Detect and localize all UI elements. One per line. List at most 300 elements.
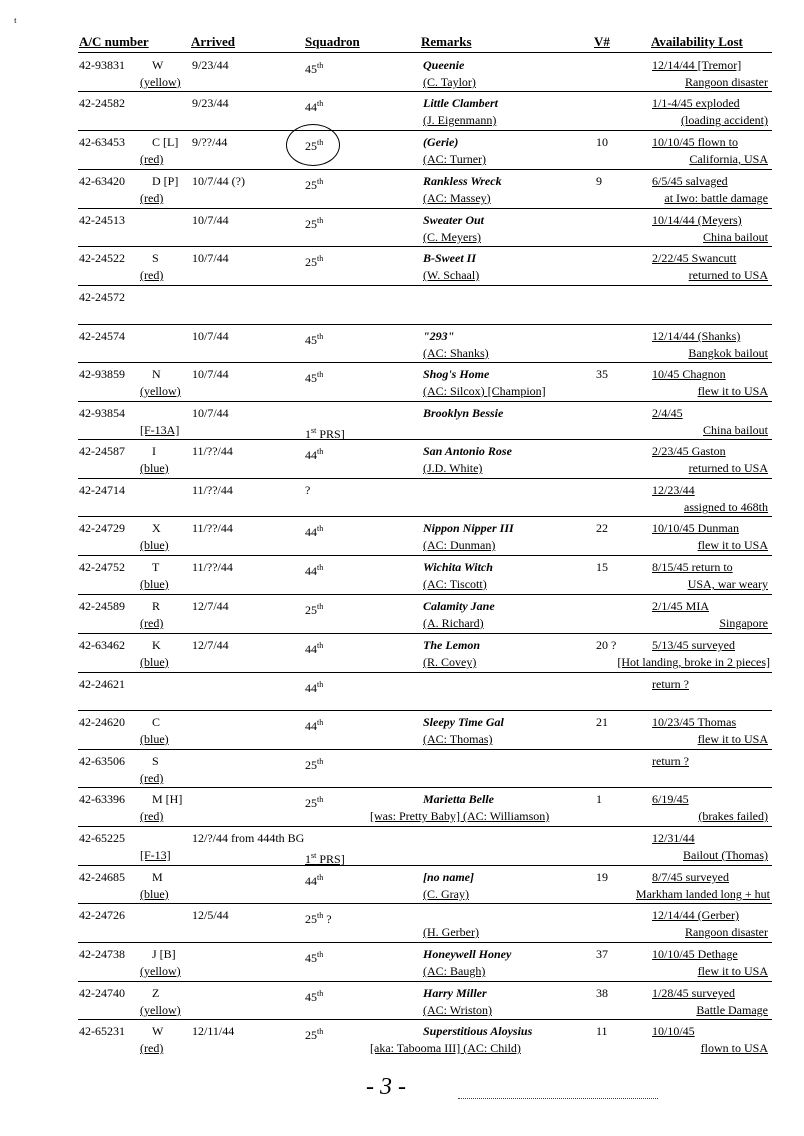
availability-detail: California, USA bbox=[689, 152, 768, 166]
squadron bbox=[305, 638, 323, 657]
ac-letter: W bbox=[152, 1024, 164, 1038]
table-row bbox=[0, 675, 804, 713]
availability-detail: returned to USA bbox=[688, 268, 768, 282]
availability-lost: 10/14/44 (Meyers) bbox=[652, 213, 742, 227]
ac-number: 42-24729 bbox=[79, 521, 125, 535]
ac-number: 42-24522 bbox=[79, 251, 125, 265]
v-number: 21 bbox=[596, 715, 608, 729]
availability-lost: 10/10/45 Dunman bbox=[652, 521, 739, 535]
arrived-date: 9/23/44 bbox=[192, 58, 229, 72]
ac-color: (red) bbox=[140, 616, 164, 630]
aircraft-commander: (J.D. White) bbox=[423, 461, 483, 475]
arrived-date: 12/11/44 bbox=[192, 1024, 235, 1038]
squadron-suffix: th bbox=[317, 216, 324, 225]
availability-detail: (loading accident) bbox=[681, 113, 768, 127]
availability-lost: 10/10/45 bbox=[652, 1024, 695, 1038]
squadron-suffix: st bbox=[311, 851, 317, 860]
row-divider bbox=[78, 903, 772, 904]
aircraft-name: Marietta Belle bbox=[423, 792, 494, 806]
arrived-date: 10/7/44 bbox=[192, 406, 229, 420]
row-divider bbox=[78, 555, 772, 556]
header-ac-number: A/C number bbox=[79, 34, 149, 49]
aircraft-name: Shog's Home bbox=[423, 367, 490, 381]
table-row bbox=[0, 906, 804, 944]
table-row bbox=[0, 172, 804, 210]
ac-number: 42-24587 bbox=[79, 444, 125, 458]
availability-detail: flew it to USA bbox=[697, 538, 768, 552]
aircraft-commander: (AC: Dunman) bbox=[423, 538, 496, 552]
squadron-suffix: th bbox=[317, 563, 324, 572]
availability-lost: 12/14/44 (Gerber) bbox=[652, 908, 739, 922]
arrived-date: 12/7/44 bbox=[192, 638, 229, 652]
availability-lost: 1/28/45 surveyed bbox=[652, 986, 735, 1000]
squadron-suffix: th bbox=[317, 524, 324, 533]
squadron-number: 1 bbox=[305, 852, 311, 866]
row-divider bbox=[78, 672, 772, 673]
ac-number: 42-63453 bbox=[79, 135, 125, 149]
ac-color: (red) bbox=[140, 191, 164, 205]
availability-detail: assigned to 468th bbox=[684, 500, 768, 514]
ac-letter: R bbox=[152, 599, 161, 613]
squadron-number: 25 bbox=[305, 758, 317, 772]
aircraft-name: Little Clambert bbox=[423, 96, 498, 110]
squadron-suffix: th bbox=[317, 602, 324, 611]
ac-number: 42-63420 bbox=[79, 174, 125, 188]
availability-detail: flew it to USA bbox=[697, 964, 768, 978]
squadron bbox=[305, 444, 323, 463]
squadron-number: 25 bbox=[305, 139, 317, 153]
squadron-suffix: st bbox=[311, 426, 317, 435]
v-number: 9 bbox=[596, 174, 602, 188]
ac-color: (yellow) bbox=[140, 384, 181, 398]
availability-detail: USA, war weary bbox=[687, 577, 768, 591]
table-row bbox=[0, 868, 804, 906]
squadron bbox=[305, 58, 323, 77]
row-divider bbox=[78, 401, 772, 402]
row-divider bbox=[78, 1019, 772, 1020]
aircraft-name: Queenie bbox=[423, 58, 465, 72]
row-divider bbox=[78, 749, 772, 750]
aircraft-commander: (AC: Baugh) bbox=[423, 964, 486, 978]
availability-lost: 12/31/44 bbox=[652, 831, 695, 845]
arrived-date: 10/7/44 bbox=[192, 329, 229, 343]
table-row bbox=[0, 442, 804, 480]
ac-letter: C [L] bbox=[152, 135, 179, 149]
ac-color: (red) bbox=[140, 268, 164, 282]
v-number: 10 bbox=[596, 135, 608, 149]
header-squadron: Squadron bbox=[305, 34, 360, 49]
ac-letter: Z bbox=[152, 986, 160, 1000]
ac-letter: M bbox=[152, 870, 163, 884]
aircraft-commander: (AC: Thomas) bbox=[423, 732, 493, 746]
ac-number: 42-24752 bbox=[79, 560, 125, 574]
table-row bbox=[0, 636, 804, 674]
squadron-suffix: th bbox=[317, 795, 324, 804]
aircraft-name: Calamity Jane bbox=[423, 599, 495, 613]
ac-number: 42-24513 bbox=[79, 213, 125, 227]
v-number: 38 bbox=[596, 986, 608, 1000]
v-number: 37 bbox=[596, 947, 608, 961]
availability-lost: return ? bbox=[652, 754, 689, 768]
ac-number: 42-24621 bbox=[79, 677, 125, 691]
row-divider bbox=[78, 91, 772, 92]
ac-number: 42-63396 bbox=[79, 792, 125, 806]
arrived-date: 11/??/44 bbox=[192, 483, 233, 497]
ac-color: (blue) bbox=[140, 732, 169, 746]
aircraft-name: "293" bbox=[423, 329, 455, 343]
table-row bbox=[0, 481, 804, 519]
ac-letter: I bbox=[152, 444, 156, 458]
availability-lost: 8/15/45 return to bbox=[652, 560, 733, 574]
availability-lost: 8/7/45 surveyed bbox=[652, 870, 729, 884]
squadron-suffix: th bbox=[317, 718, 324, 727]
availability-lost: 12/14/44 (Shanks) bbox=[652, 329, 741, 343]
row-divider bbox=[78, 130, 772, 131]
ac-letter: C bbox=[152, 715, 161, 729]
squadron-number: 45 bbox=[305, 371, 317, 385]
availability-detail: Rangoon disaster bbox=[685, 75, 768, 89]
aircraft-name: Sleepy Time Gal bbox=[423, 715, 504, 729]
aircraft-name: Sweater Out bbox=[423, 213, 485, 227]
squadron bbox=[305, 521, 323, 540]
ac-color: (red) bbox=[140, 809, 164, 823]
availability-detail: flown to USA bbox=[700, 1041, 768, 1055]
ac-letter: X bbox=[152, 521, 161, 535]
availability-detail: China bailout bbox=[703, 230, 768, 244]
ac-color: (red) bbox=[140, 152, 164, 166]
ac-number: 42-24738 bbox=[79, 947, 125, 961]
table-row bbox=[0, 558, 804, 596]
ac-letter: K bbox=[152, 638, 161, 652]
availability-detail: Battle Damage bbox=[696, 1003, 768, 1017]
ac-number: 42-65225 bbox=[79, 831, 125, 845]
table-row bbox=[0, 94, 804, 132]
header-arrived: Arrived bbox=[191, 34, 236, 49]
ac-color: (yellow) bbox=[140, 75, 181, 89]
arrived-date: 12/?/44 from 444th BG bbox=[192, 831, 305, 845]
table-row bbox=[0, 404, 804, 442]
availability-lost: 5/13/45 surveyed bbox=[652, 638, 735, 652]
availability-detail: returned to USA bbox=[688, 461, 768, 475]
availability-lost: 1/1-4/45 exploded bbox=[652, 96, 740, 110]
table-row bbox=[0, 713, 804, 751]
ac-color: [F-13A] bbox=[140, 423, 180, 437]
v-number: 22 bbox=[596, 521, 608, 535]
arrived-date: 10/7/44 (?) bbox=[192, 174, 245, 188]
arrived-date: 10/7/44 bbox=[192, 251, 229, 265]
availability-lost: 12/23/44 bbox=[652, 483, 695, 497]
squadron bbox=[305, 251, 323, 270]
availability-lost: 2/1/45 MIA bbox=[652, 599, 709, 613]
squadron-number: 44 bbox=[305, 100, 317, 114]
row-divider bbox=[78, 787, 772, 788]
ac-number: 42-63462 bbox=[79, 638, 125, 652]
arrived-date: 11/??/44 bbox=[192, 521, 233, 535]
row-divider bbox=[78, 246, 772, 247]
v-number: 35 bbox=[596, 367, 608, 381]
ac-letter: N bbox=[152, 367, 161, 381]
squadron-number: 25 bbox=[305, 255, 317, 269]
availability-detail: Rangoon disaster bbox=[685, 925, 768, 939]
availability-lost: 10/23/45 Thomas bbox=[652, 715, 737, 729]
arrived-date: 12/5/44 bbox=[192, 908, 229, 922]
squadron-suffix: th bbox=[317, 1027, 324, 1036]
squadron bbox=[305, 599, 323, 618]
squadron bbox=[305, 792, 323, 811]
aircraft-name: The Lemon bbox=[423, 638, 480, 652]
table-row bbox=[0, 752, 804, 790]
squadron-number: 25 bbox=[305, 603, 317, 617]
ac-letter: M [H] bbox=[152, 792, 183, 806]
squadron bbox=[305, 174, 323, 193]
ac-number: 42-93854 bbox=[79, 406, 125, 420]
squadron-number: 45 bbox=[305, 990, 317, 1004]
availability-detail: flew it to USA bbox=[697, 732, 768, 746]
availability-lost: return ? bbox=[652, 677, 689, 691]
squadron-suffix: th bbox=[317, 873, 324, 882]
availability-detail: China bailout bbox=[703, 423, 768, 437]
aircraft-commander: (AC: Massey) bbox=[423, 191, 491, 205]
aircraft-commander: (H. Gerber) bbox=[423, 925, 479, 939]
row-divider bbox=[78, 516, 772, 517]
aircraft-commander: (AC: Silcox) [Champion] bbox=[423, 384, 546, 398]
squadron-number: 44 bbox=[305, 564, 317, 578]
squadron bbox=[305, 96, 323, 115]
row-divider bbox=[78, 362, 772, 363]
squadron bbox=[305, 754, 323, 773]
hand-drawn-circle bbox=[286, 124, 340, 166]
availability-lost: 12/14/44 [Tremor] bbox=[652, 58, 742, 72]
aircraft-name: Honeywell Honey bbox=[423, 947, 512, 961]
header-availability-lost: Availability Lost bbox=[651, 34, 743, 49]
row-divider bbox=[78, 208, 772, 209]
squadron bbox=[305, 1024, 323, 1043]
squadron-number: 44 bbox=[305, 642, 317, 656]
aircraft-commander: (J. Eigenmann) bbox=[423, 113, 497, 127]
aircraft-commander: (AC: Wriston) bbox=[423, 1003, 492, 1017]
aircraft-commander: (A. Richard) bbox=[423, 616, 484, 630]
arrived-date: 11/??/44 bbox=[192, 444, 233, 458]
header-v-number: V# bbox=[594, 34, 610, 49]
squadron-suffix: th bbox=[317, 989, 324, 998]
arrived-date: 11/??/44 bbox=[192, 560, 233, 574]
table-row bbox=[0, 365, 804, 403]
aircraft-name: (Gerie) bbox=[423, 135, 459, 149]
ac-letter: S bbox=[152, 251, 159, 265]
squadron bbox=[305, 986, 323, 1005]
availability-lost: 2/22/45 Swancutt bbox=[652, 251, 737, 265]
arrived-date: 9/??/44 bbox=[192, 135, 228, 149]
v-number: 20 ? bbox=[596, 638, 617, 652]
squadron bbox=[305, 367, 323, 386]
squadron-suffix: th bbox=[317, 370, 324, 379]
arrived-date: 12/7/44 bbox=[192, 599, 229, 613]
ac-color: (blue) bbox=[140, 577, 169, 591]
availability-lost: 6/19/45 bbox=[652, 792, 689, 806]
ac-number: 42-93831 bbox=[79, 58, 125, 72]
table-row bbox=[0, 1022, 804, 1060]
availability-detail: Bailout (Thomas) bbox=[683, 848, 768, 862]
row-divider bbox=[78, 981, 772, 982]
squadron-number: 1 bbox=[305, 427, 311, 441]
aircraft-name: [no name] bbox=[423, 870, 474, 884]
row-divider bbox=[78, 324, 772, 325]
arrived-date: 10/7/44 bbox=[192, 367, 229, 381]
squadron-number: 44 bbox=[305, 681, 317, 695]
ac-number: 42-24589 bbox=[79, 599, 125, 613]
availability-lost: 10/10/45 flown to bbox=[652, 135, 738, 149]
aircraft-commander: (C. Meyers) bbox=[423, 230, 481, 244]
squadron-number: 25 bbox=[305, 796, 317, 810]
ac-color: (blue) bbox=[140, 655, 169, 669]
ac-color: (yellow) bbox=[140, 964, 181, 978]
squadron-number: 25 bbox=[305, 217, 317, 231]
page-number: - 3 - bbox=[366, 1074, 406, 1100]
squadron bbox=[305, 908, 332, 927]
row-divider bbox=[78, 52, 772, 53]
ac-color: [F-13] bbox=[140, 848, 171, 862]
row-divider bbox=[78, 710, 772, 711]
squadron-suffix: th bbox=[317, 911, 324, 920]
squadron-number: 25 bbox=[305, 1028, 317, 1042]
arrived-date: 10/7/44 bbox=[192, 213, 229, 227]
availability-lost: 6/5/45 salvaged bbox=[652, 174, 728, 188]
dotted-line bbox=[458, 1098, 658, 1099]
row-divider bbox=[78, 942, 772, 943]
table-row bbox=[0, 945, 804, 983]
ac-color: (blue) bbox=[140, 461, 169, 475]
header-remarks: Remarks bbox=[421, 34, 472, 49]
ac-number: 42-24714 bbox=[79, 483, 125, 497]
v-number: 15 bbox=[596, 560, 608, 574]
aircraft-commander: (C. Taylor) bbox=[423, 75, 476, 89]
aircraft-commander: (AC: Shanks) bbox=[423, 346, 489, 360]
aircraft-commander: [aka: Tabooma III] (AC: Child) bbox=[370, 1041, 521, 1055]
table-row bbox=[0, 249, 804, 287]
ac-color: (blue) bbox=[140, 538, 169, 552]
aircraft-name: Superstitious Aloysius bbox=[423, 1024, 533, 1038]
ac-number: 42-24740 bbox=[79, 986, 125, 1000]
table-row bbox=[0, 597, 804, 635]
squadron-extra: ? bbox=[323, 912, 332, 926]
table-row bbox=[0, 790, 804, 828]
ac-number: 42-24685 bbox=[79, 870, 125, 884]
availability-detail: at Iwo: battle damage bbox=[664, 191, 768, 205]
availability-lost: 2/4/45 bbox=[652, 406, 683, 420]
aircraft-commander: (AC: Turner) bbox=[423, 152, 487, 166]
squadron-number: 25 bbox=[305, 178, 317, 192]
squadron-number: 25 bbox=[305, 912, 317, 926]
squadron-suffix: th bbox=[317, 99, 324, 108]
squadron bbox=[305, 715, 323, 734]
v-number: 1 bbox=[596, 792, 602, 806]
aircraft-name: Rankless Wreck bbox=[423, 174, 502, 188]
squadron-extra: PRS] bbox=[316, 427, 345, 441]
squadron-suffix: th bbox=[317, 950, 324, 959]
aircraft-name: Wichita Witch bbox=[423, 560, 493, 574]
scan-speck: ᵗ bbox=[14, 16, 17, 31]
availability-detail: Markham landed long + hut bbox=[635, 887, 770, 901]
v-number: 19 bbox=[596, 870, 608, 884]
squadron-suffix: th bbox=[317, 177, 324, 186]
squadron-number: 45 bbox=[305, 62, 317, 76]
squadron bbox=[305, 947, 323, 966]
row-divider bbox=[78, 594, 772, 595]
squadron-number: 45 bbox=[305, 333, 317, 347]
squadron-number: ? bbox=[305, 483, 311, 497]
squadron-number: 44 bbox=[305, 525, 317, 539]
squadron-number: 44 bbox=[305, 719, 317, 733]
row-divider bbox=[78, 865, 772, 866]
ac-number: 42-63506 bbox=[79, 754, 125, 768]
squadron-suffix: th bbox=[317, 332, 324, 341]
squadron-number: 44 bbox=[305, 448, 317, 462]
aircraft-name: B-Sweet II bbox=[423, 251, 477, 265]
squadron bbox=[305, 560, 323, 579]
table-row bbox=[0, 56, 804, 94]
table-row bbox=[0, 133, 804, 171]
v-number: 11 bbox=[596, 1024, 608, 1038]
row-divider bbox=[78, 285, 772, 286]
ac-color: (red) bbox=[140, 771, 164, 785]
availability-lost: 10/45 Chagnon bbox=[652, 367, 726, 381]
squadron-number: 44 bbox=[305, 874, 317, 888]
availability-detail: Singapore bbox=[719, 616, 768, 630]
squadron bbox=[305, 329, 323, 348]
table-row bbox=[0, 327, 804, 365]
ac-number: 42-24572 bbox=[79, 290, 125, 304]
arrived-date: 9/23/44 bbox=[192, 96, 229, 110]
table-row bbox=[0, 288, 804, 326]
ac-number: 42-24582 bbox=[79, 96, 125, 110]
squadron-suffix: th bbox=[317, 757, 324, 766]
ac-letter: S bbox=[152, 754, 159, 768]
squadron-number: 45 bbox=[305, 951, 317, 965]
squadron-suffix: th bbox=[317, 61, 324, 70]
squadron bbox=[305, 677, 323, 696]
squadron-suffix: th bbox=[317, 254, 324, 263]
table-row bbox=[0, 984, 804, 1022]
row-divider bbox=[78, 826, 772, 827]
ac-number: 42-24620 bbox=[79, 715, 125, 729]
row-divider bbox=[78, 633, 772, 634]
ac-number: 42-65231 bbox=[79, 1024, 125, 1038]
squadron bbox=[305, 483, 310, 498]
squadron-suffix: th bbox=[317, 138, 324, 147]
ac-color: (red) bbox=[140, 1041, 164, 1055]
ac-number: 42-93859 bbox=[79, 367, 125, 381]
aircraft-name: San Antonio Rose bbox=[423, 444, 512, 458]
ac-letter: T bbox=[152, 560, 160, 574]
availability-detail: (brakes failed) bbox=[698, 809, 768, 823]
aircraft-commander: (R. Covey) bbox=[423, 655, 477, 669]
ac-letter: D [P] bbox=[152, 174, 179, 188]
aircraft-name: Brooklyn Bessie bbox=[423, 406, 504, 420]
squadron-suffix: th bbox=[317, 641, 324, 650]
row-divider bbox=[78, 169, 772, 170]
table-row bbox=[0, 211, 804, 249]
aircraft-commander: (W. Schaal) bbox=[423, 268, 480, 282]
availability-lost: 10/10/45 Dethage bbox=[652, 947, 738, 961]
availability-lost: 2/23/45 Gaston bbox=[652, 444, 726, 458]
table-row bbox=[0, 519, 804, 557]
aircraft-name: Harry Miller bbox=[423, 986, 487, 1000]
table-row bbox=[0, 829, 804, 867]
ac-number: 42-24574 bbox=[79, 329, 125, 343]
ac-color: (blue) bbox=[140, 887, 169, 901]
aircraft-name: Nippon Nipper III bbox=[423, 521, 514, 535]
row-divider bbox=[78, 439, 772, 440]
